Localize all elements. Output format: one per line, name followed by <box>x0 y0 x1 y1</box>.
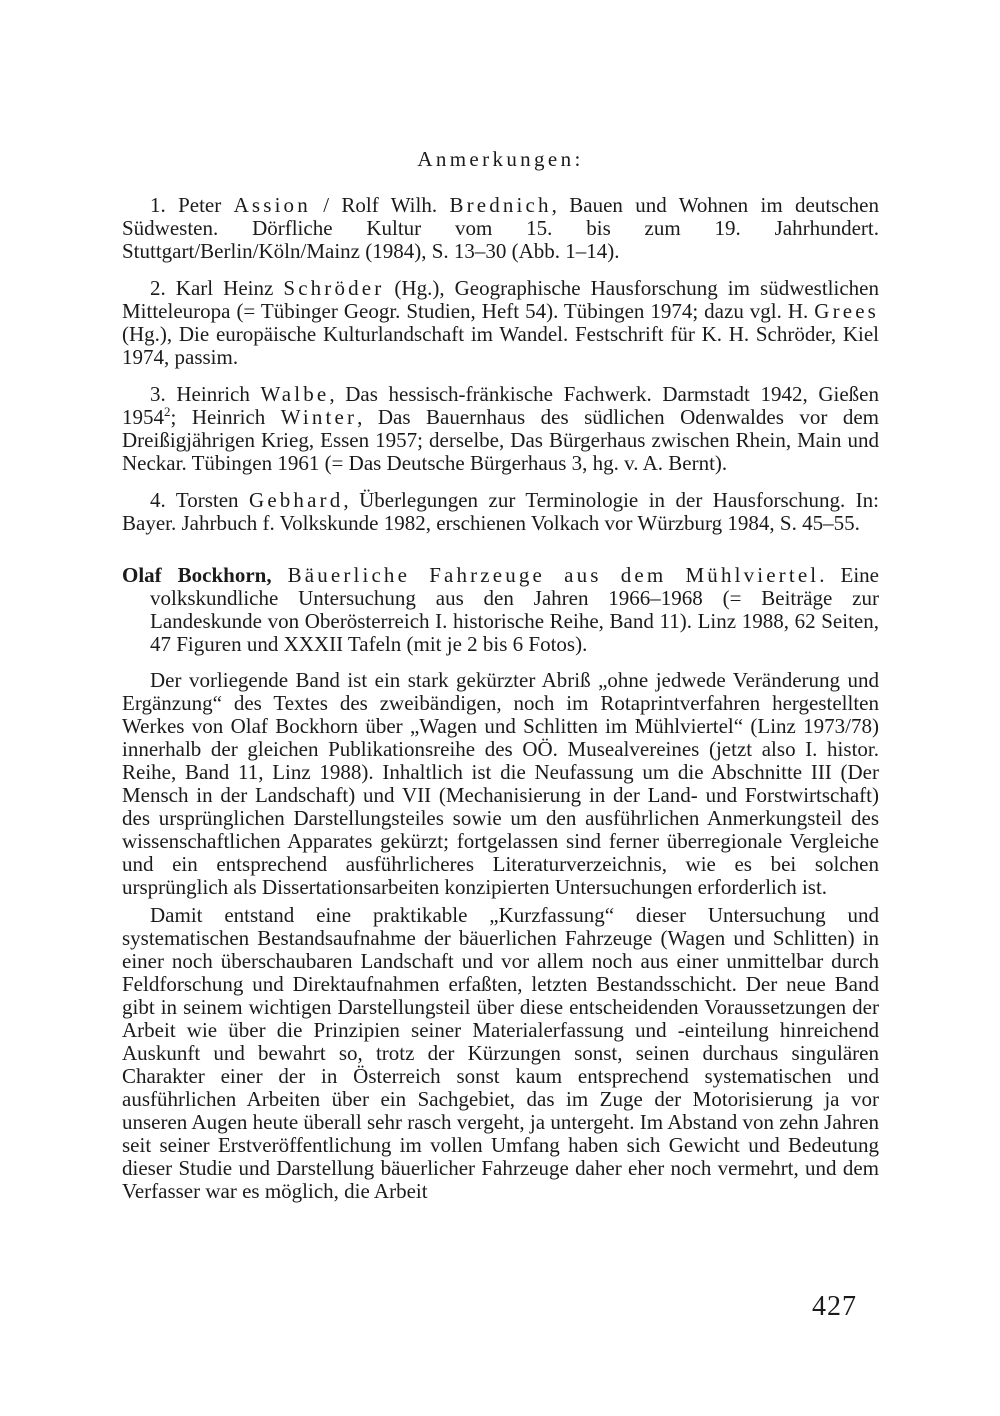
footnote-1: 1. Peter Assion / Rolf Wilh. Brednich, Bauen und Wohnen im deutschen Südwesten. Dörfliche Kultur vom 15. bis zum 19. Jahrhundert. Stuttgart/Berlin/Köln/Mainz (1984), S. 13–30 (Abb. 1–14). <box>122 193 879 263</box>
review-citation: Olaf Bockhorn, Bäuerliche Fahrzeuge aus dem Mühlviertel. Eine volkskundliche Untersuchung aus den Jahren 1966–1968 (= Beiträge zur Landeskunde von Oberösterreich I. historische Reihe, Band 11). Linz 1988, 62 Seiten, 47 Figuren und XXXII Tafeln (mit je 2 bis 6 Fotos). <box>122 563 880 656</box>
footnote-3: 3. Heinrich Walbe, Das hessisch-fränkische Fachwerk. Darmstadt 1942, Gießen 1954$^2$; Heinrich Winter, Das Bauernhaus des südlichen Odenwaldes vor dem Dreißigjährigen Krieg, Essen 1957; derselbe, Das Bürgerhaus zwischen Rhein, Main und Neckar. Tübingen 1961 (= Das Deutsche Bürgerhaus 3, hg. v. A. Bernt). <box>122 382 880 475</box>
text-block <box>122 148 879 1208</box>
anmerkungen-heading: Anmerkungen: <box>417 147 584 171</box>
footnote-2: 2. Karl Heinz Schröder (Hg.), Geographische Hausforschung im südwestlichen Mitteleuropa (= Tübinger Geogr. Studien, Heft 54). Tübingen 1974; dazu vgl. H. Grees (Hg.), Die europäische Kulturlandschaft im Wandel. Festschrift für K. H. Schröder, Kiel 1974, passim. <box>122 276 879 369</box>
footnotes-section <box>122 194 879 535</box>
review-paragraph-1: Der vorliegende Band ist ein stark gekürzter Abriß „ohne jedwede Veränderung und Ergänzung“ des Textes des zweibändigen, noch im Rotaprintverfahren hergestellten Werkes von Olaf Bockhorn über „Wagen und Schlitten im Mühlviertel“ (Linz 1973/78) innerhalb der gleichen Publikationsreihe des OÖ. Musealvereines (jetzt also I. histor. Reihe, Band 11, Linz 1988). Inhaltlich ist die Neufassung um die Abschnitte III (Der Mensch in der Landschaft) und VII (Mechanisierung in der Land- und Forstwirtschaft) des ursprünglichen Darstellungsteiles sowie um den ausführlichen Anmerkungsteil des wissenschaftlichen Apparates gekürzt; fortgelassen sind ferner überregionale Vergleiche und ein entsprechend ausführlicheres Literaturverzeichnis, wie es bei solchen ursprünglich als Dissertationsarbeiten konzipierten Untersuchungen erforderlich ist. <box>122 668 879 899</box>
footnote-4: 4. Torsten Gebhard, Überlegungen zur Terminologie in der Hausforschung. In: Bayer. Jahrbuch f. Volkskunde 1982, erschienen Volkach vor Würzburg 1984, S. 45–55. <box>122 488 879 535</box>
book-review-section <box>122 564 879 1203</box>
review-paragraph-2: Damit entstand eine praktikable „Kurzfassung“ dieser Untersuchung und systematischen Bestandsaufnahme der bäuerlichen Fahrzeuge (Wagen und Schlitten) in einer noch überschaubaren Landschaft und vor allem noch aus einer unmittelbar durch Feldforschung und Direktaufnahmen erfaßten, letzten Bestandsschicht. Der neue Band gibt in seinem wichtigen Darstellungsteil über diese entscheidenden Voraussetzungen der Arbeit wie über die Prinzipien seiner Materialerfassung und -einteilung hinreichend Auskunft und bewahrt so, trotz der Kürzungen sonst, seinen durchaus singulären Charakter einer der in Österreich sonst kaum entsprechend systematischen und ausführlichen Arbeiten über ein Sachgebiet, das im Zuge der Motorisierung ja vor unseren Augen heute überall sehr rasch vergeht, ja untergeht. Im Abstand von zehn Jahren seit seiner Erstveröffentlichung im vollen Umfang haben sich Gewicht und Bedeutung dieser Studie und Darstellung bäuerlicher Fahrzeuge daher eher noch vermehrt, und dem Verfasser war es möglich, die Arbeit <box>122 903 879 1203</box>
page-number: 427 <box>812 1291 857 1322</box>
